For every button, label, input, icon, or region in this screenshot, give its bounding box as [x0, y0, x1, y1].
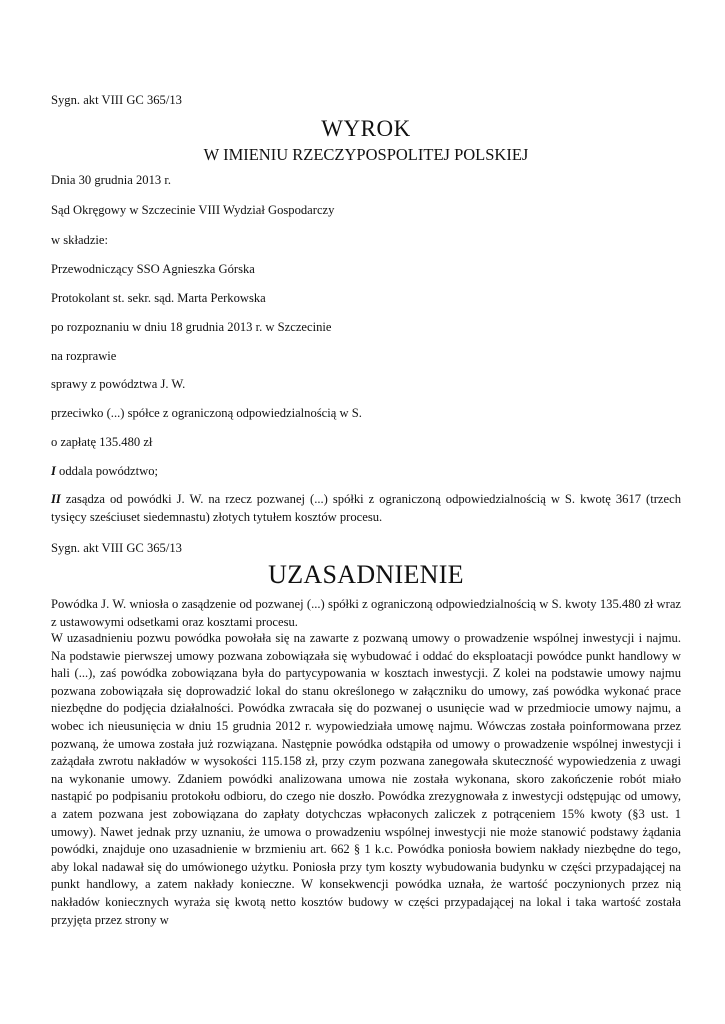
judgment-date: Dnia 30 grudnia 2013 r.	[51, 173, 171, 187]
justification-paragraph-1: Powódka J. W. wniosła o zasądzenie od pozwanej (...) spółki z ograniczoną odpowiedzialnością w S. kwoty 135.480 zł wraz z ustawowymi odsetkami oraz kosztami procesu.	[51, 597, 681, 629]
case-defendant: przeciwko (...) spółce z ograniczoną odpowiedzialnością w S.	[51, 406, 362, 420]
justification-paragraph-2: W uzasadnieniu pozwu powódka powołała się na zawarte z pozwaną umowy o prowadzenie wspólnej inwestycji i najmu. Na podstawie pierwszej umowy pozwana zobowiązała się wybudować i oddać do eksploatacji powódce punkt handlowy w hali (...), zaś powódka zobowiązana była do partycypowania w kosztach inwestycji. Z kolei na podstawie umowy najmu pozwana zobowiązała się doprowadzić lokal do stanu określonego w załączniku do umowy, zaś powódka wykonać prace niezbędne do podjęcia działalności. Powódka zwracała się do pozwanej o usunięcie wad w przedmiocie umowy najmu, a wobec ich nieusunięcia w dniu 15 grudnia 2012 r. wypowiedziała umowę najmu. Wówczas została poinformowana przez pozwaną, że umowa została już rozwiązana. Następnie powódka odstąpiła od umowy o prowadzenie wspólnej inwestycji i zażądała zwrotu nakładów w wysokości 115.158 zł, przy czym pozwana zanegowała skuteczność wypowiedzenia z uwagi na wykonanie umowy. Zdaniem powódki analizowana umowa nie została wykonana, skoro zakończenie robót miało nastąpić po podpisaniu protokołu odbioru, do czego nie doszło. Powódka zrezygnowała z inwestycji odstępując od umowy, a zatem pozwana jest zobowiązana do zapłaty dotychczas wpłaconych zaliczek z potrąceniem 15% kwoty (§3 ust. 1 umowy). Nawet jednak przy uznaniu, że umowa o prowadzeniu wspólnej inwestycji nie może stanowić podstawy żądania powódki, znajduje ono uzasadnienie w brzmieniu art. 662 § 1 k.c. Powódka poniosła bowiem nakłady niezbędne do tego, aby lokal nadawał się do umówionego użytku. Poniosła przy tym koszty wybudowania budynku w części przypadającej na punkt handlowy, a zatem nakłady konieczne. W konsekwencji powódka uznała, że wartość poczynionych przez nią nakładów koniecznych wyraża się kwotą netto kosztów budowy w części przypadającej na lokal i taka wartość została przyjęta przez strony w	[51, 631, 681, 927]
justification-title: UZASADNIENIE	[268, 560, 464, 589]
court-clerk: Protokolant st. sekr. sąd. Marta Perkowska	[51, 291, 266, 305]
case-number-2: Sygn. akt VIII GC 365/13	[51, 541, 182, 555]
judgment-subtitle: W IMIENIU RZECZYPOSPOLITEJ POLSKIEJ	[203, 145, 529, 164]
ruling-point-1-number: I	[51, 464, 56, 478]
composition-label: w składzie:	[51, 233, 109, 247]
ruling-point-2	[51, 491, 681, 526]
claim-amount: o zapłatę 135.480 zł	[51, 435, 153, 449]
hearing-info: po rozpoznaniu w dniu 18 grudnia 2013 r. w Szczecinie	[51, 320, 332, 334]
court-name: Sąd Okręgowy w Szczecinie VIII Wydział Gospodarczy	[51, 203, 335, 217]
case-plaintiff: sprawy z powództwa J. W.	[51, 377, 186, 391]
ruling-point-1	[51, 463, 158, 479]
presiding-judge: Przewodniczący SSO Agnieszka Górska	[51, 262, 255, 276]
case-number: Sygn. akt VIII GC 365/13	[51, 93, 182, 107]
ruling-point-1-text: oddala powództwo;	[55, 464, 159, 478]
ruling-point-2-number: II	[51, 492, 61, 506]
judgment-title: WYROK	[321, 116, 411, 141]
session-type: na rozprawie	[51, 349, 117, 363]
ruling-point-2-text: zasądza od powódki J. W. na rzecz pozwanej (...) spółki z ograniczoną odpowiedzialnością w S. kwotę 3617 (trzech tysięcy sześciuset siedemnastu) złotych tytułem kosztów procesu.	[51, 492, 681, 524]
